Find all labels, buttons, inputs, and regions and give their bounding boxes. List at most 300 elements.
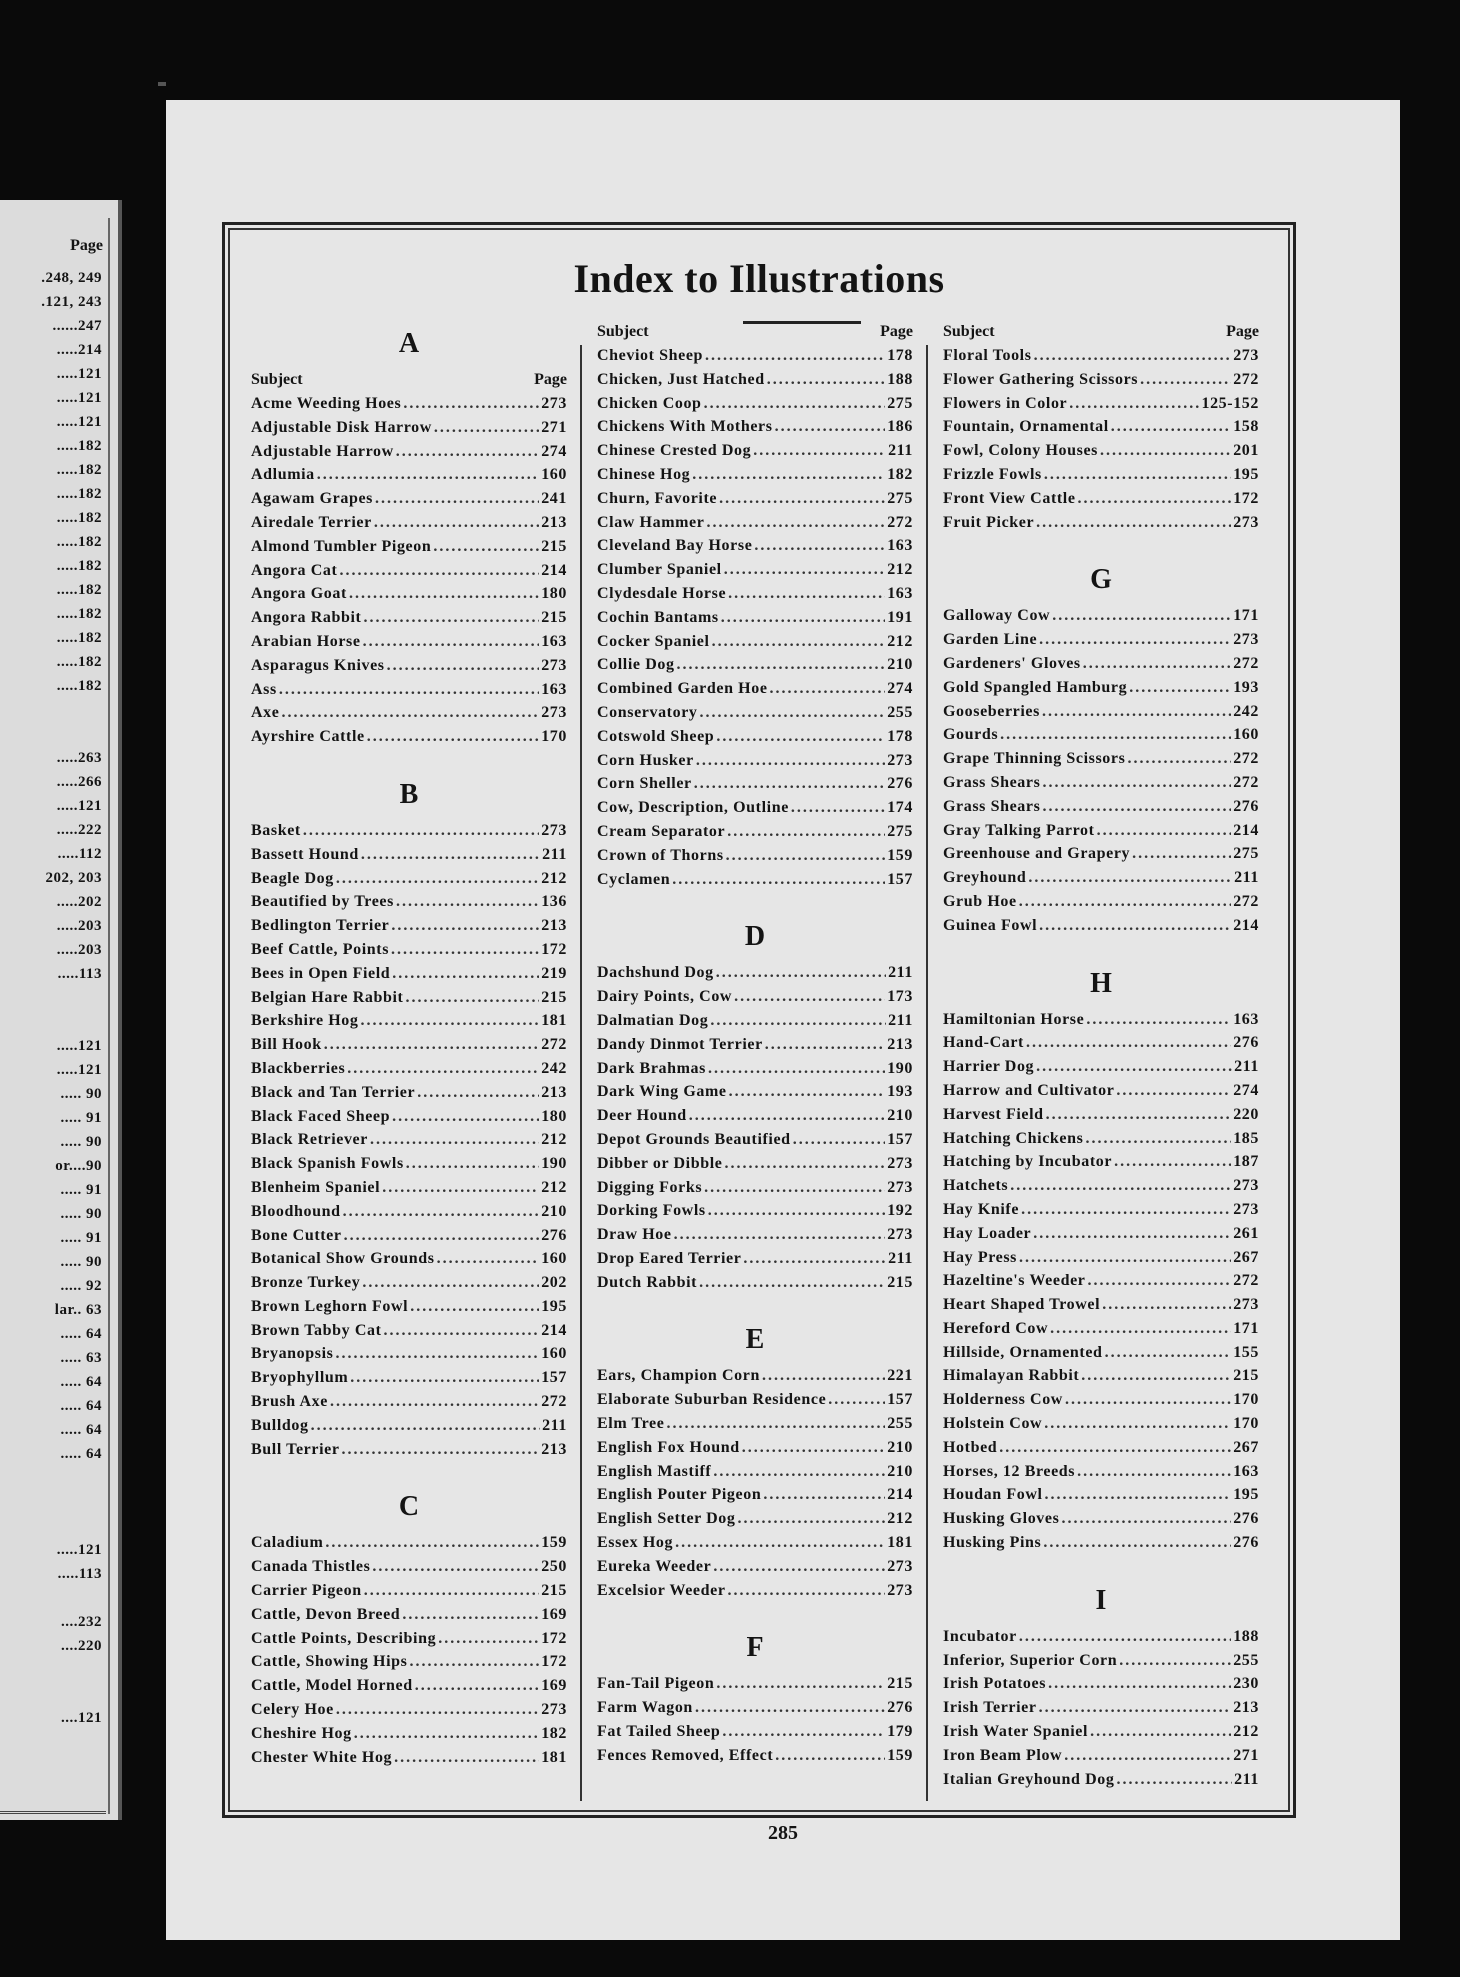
entry-page: 212 bbox=[887, 632, 913, 650]
leader-dots bbox=[437, 1247, 540, 1271]
facing-page-entry bbox=[41, 1494, 102, 1518]
entry-subject: Gray Talking Parrot bbox=[943, 821, 1095, 839]
facing-page-entry: ....121 bbox=[61, 1710, 102, 1726]
entry-page: 193 bbox=[887, 1083, 913, 1101]
entry-subject: Dark Brahmas bbox=[597, 1059, 706, 1077]
leader-dots bbox=[387, 654, 540, 678]
entry-subject: Bloodhound bbox=[251, 1202, 341, 1220]
index-entry bbox=[943, 1174, 1259, 1198]
section-letter: E bbox=[745, 1324, 765, 1356]
entry-subject: Hatching by Incubator bbox=[943, 1153, 1113, 1171]
leader-dots bbox=[677, 653, 886, 677]
index-entry bbox=[597, 1460, 913, 1484]
entry-subject: Grape Thinning Scissors bbox=[943, 750, 1126, 768]
leader-dots bbox=[767, 368, 885, 392]
entry-page: 272 bbox=[1233, 750, 1259, 768]
leader-dots bbox=[1042, 795, 1231, 819]
index-entry bbox=[251, 1176, 567, 1200]
facing-page-border bbox=[108, 218, 110, 1814]
entry-page: 180 bbox=[541, 1107, 567, 1125]
entry-subject: Churn, Favorite bbox=[597, 489, 718, 507]
leader-dots bbox=[1081, 1364, 1231, 1388]
index-entry bbox=[943, 487, 1259, 511]
facing-page-entry: ..... 92 bbox=[60, 1278, 102, 1294]
index-entry bbox=[251, 1342, 567, 1366]
facing-page-entry: .....113 bbox=[57, 1566, 102, 1582]
entry-page: 155 bbox=[1233, 1343, 1259, 1361]
leader-dots bbox=[672, 868, 885, 892]
facing-page-entry: ....232 bbox=[61, 1614, 102, 1630]
entry-page: 188 bbox=[887, 370, 913, 388]
entry-subject: Elm Tree bbox=[597, 1415, 665, 1433]
leader-dots bbox=[1026, 1031, 1231, 1055]
leader-dots bbox=[335, 1342, 539, 1366]
index-entry bbox=[251, 1319, 567, 1343]
facing-page-entry: 202, 203 bbox=[45, 870, 102, 886]
facing-page-entry: .....222 bbox=[56, 822, 102, 838]
leader-dots bbox=[1061, 1507, 1231, 1531]
entry-subject: Holstein Cow bbox=[943, 1415, 1043, 1433]
leader-dots bbox=[724, 1152, 885, 1176]
entry-page: 158 bbox=[1233, 418, 1259, 436]
entry-page: 195 bbox=[1233, 465, 1259, 483]
leader-dots bbox=[1045, 1483, 1232, 1507]
section-letter: C bbox=[398, 1491, 420, 1523]
entry-subject: Asparagus Knives bbox=[251, 656, 385, 674]
entry-subject: Brown Leghorn Fowl bbox=[251, 1297, 409, 1315]
leader-dots bbox=[372, 1555, 539, 1579]
leader-dots bbox=[721, 606, 885, 630]
entry-subject: Cow, Description, Outline bbox=[597, 799, 789, 817]
entry-page: 213 bbox=[541, 513, 567, 531]
leader-dots bbox=[303, 819, 539, 843]
index-entry bbox=[943, 1246, 1259, 1270]
leader-dots bbox=[1044, 463, 1231, 487]
leader-dots bbox=[405, 986, 539, 1010]
index-entry bbox=[251, 511, 567, 535]
entry-page: 195 bbox=[541, 1297, 567, 1315]
entry-page: 191 bbox=[887, 608, 913, 626]
entry-page: 157 bbox=[541, 1369, 567, 1387]
entry-subject: Ears, Champion Corn bbox=[597, 1367, 760, 1385]
section-gap bbox=[943, 1555, 1259, 1577]
leader-dots bbox=[716, 725, 885, 749]
column-header-page: Page bbox=[1226, 323, 1259, 340]
section-gap bbox=[597, 1602, 913, 1624]
leader-dots bbox=[713, 1555, 885, 1579]
facing-page-entry: ..... 64 bbox=[60, 1326, 102, 1342]
index-entry bbox=[597, 511, 913, 535]
index-entry bbox=[597, 1696, 913, 1720]
entry-subject: Harrow and Cultivator bbox=[943, 1081, 1115, 1099]
index-entry bbox=[943, 1460, 1259, 1484]
index-entry bbox=[943, 628, 1259, 652]
index-entry bbox=[597, 1720, 913, 1744]
index-entry bbox=[943, 1768, 1259, 1792]
entry-page: 213 bbox=[541, 1083, 567, 1101]
entry-page: 274 bbox=[541, 442, 567, 460]
index-entry bbox=[943, 463, 1259, 487]
index-entry bbox=[251, 1033, 567, 1057]
column-header-subject: Subject bbox=[251, 371, 303, 388]
entry-subject: Guinea Fowl bbox=[943, 916, 1038, 934]
leader-dots bbox=[344, 1224, 540, 1248]
entry-subject: Heart Shaped Trowel bbox=[943, 1296, 1101, 1314]
facing-page-entry: .....182 bbox=[56, 630, 102, 646]
leader-dots bbox=[713, 1460, 885, 1484]
entry-subject: Holderness Cow bbox=[943, 1391, 1063, 1409]
entry-subject: Depot Grounds Beautified bbox=[597, 1130, 791, 1148]
entry-subject: Adjustable Disk Harrow bbox=[251, 418, 432, 436]
index-entry bbox=[943, 842, 1259, 866]
index-entry bbox=[251, 1627, 567, 1651]
leader-dots bbox=[354, 1722, 540, 1746]
column-header-page: Page bbox=[880, 323, 913, 340]
facing-page-entry bbox=[41, 1518, 102, 1542]
facing-page-entry: .....182 bbox=[56, 510, 102, 526]
leader-dots bbox=[1078, 487, 1232, 511]
index-entry bbox=[943, 368, 1259, 392]
entry-page: 221 bbox=[887, 1367, 913, 1385]
leader-dots bbox=[1039, 1696, 1232, 1720]
entry-subject: Harvest Field bbox=[943, 1105, 1044, 1123]
leader-dots bbox=[382, 1176, 539, 1200]
entry-subject: Blenheim Spaniel bbox=[251, 1178, 381, 1196]
index-entry bbox=[943, 1341, 1259, 1365]
index-entry bbox=[943, 1412, 1259, 1436]
entry-subject: Black Spanish Fowls bbox=[251, 1155, 404, 1173]
entry-subject: Fountain, Ornamental bbox=[943, 418, 1109, 436]
index-entry bbox=[943, 344, 1259, 368]
entry-page: 211 bbox=[888, 1249, 913, 1267]
index-entry bbox=[943, 1388, 1259, 1412]
entry-page: 182 bbox=[541, 1724, 567, 1742]
entry-page: 163 bbox=[1233, 1462, 1259, 1480]
entry-page: 157 bbox=[887, 870, 913, 888]
entry-subject: Canada Thistles bbox=[251, 1558, 371, 1576]
index-entry bbox=[251, 440, 567, 464]
facing-page-entry: ....220 bbox=[61, 1638, 102, 1654]
index-entry bbox=[943, 439, 1259, 463]
column-divider bbox=[926, 345, 928, 1801]
facing-page-entry: ..... 64 bbox=[60, 1446, 102, 1462]
index-entry bbox=[597, 1483, 913, 1507]
facing-page-entry: .....182 bbox=[56, 462, 102, 478]
entry-page: 215 bbox=[1233, 1367, 1259, 1385]
entry-subject: Hay Loader bbox=[943, 1224, 1032, 1242]
leader-dots bbox=[1044, 1412, 1231, 1436]
index-entry bbox=[943, 676, 1259, 700]
leader-dots bbox=[394, 1746, 539, 1770]
index-entry bbox=[943, 1222, 1259, 1246]
facing-page-entry: .....182 bbox=[56, 534, 102, 550]
index-entry bbox=[597, 701, 913, 725]
entry-page: 210 bbox=[887, 1462, 913, 1480]
entry-page: 169 bbox=[541, 1605, 567, 1623]
leader-dots bbox=[1116, 1768, 1232, 1792]
entry-subject: Chinese Crested Dog bbox=[597, 442, 752, 460]
facing-page-entry: ......247 bbox=[52, 318, 102, 334]
entry-subject: English Fox Hound bbox=[597, 1438, 740, 1456]
entry-page: 273 bbox=[541, 821, 567, 839]
page-number: 285 bbox=[768, 1822, 798, 1844]
entry-page: 250 bbox=[541, 1558, 567, 1576]
entry-subject: Dorking Fowls bbox=[597, 1202, 706, 1220]
entry-subject: Adlumia bbox=[251, 466, 315, 484]
entry-page: 275 bbox=[1233, 845, 1259, 863]
facing-page-rule bbox=[0, 1811, 106, 1814]
facing-page-entry: ..... 63 bbox=[60, 1350, 102, 1366]
column-header bbox=[597, 320, 913, 344]
entry-subject: Irish Terrier bbox=[943, 1699, 1037, 1717]
entry-subject: Hillside, Ornamented bbox=[943, 1343, 1103, 1361]
entry-subject: Brown Tabby Cat bbox=[251, 1321, 382, 1339]
index-entry bbox=[251, 962, 567, 986]
index-entry bbox=[251, 938, 567, 962]
index-entry bbox=[943, 1317, 1259, 1341]
entry-subject: English Setter Dog bbox=[597, 1510, 736, 1528]
entry-subject: Husking Pins bbox=[943, 1534, 1042, 1552]
facing-page-list bbox=[41, 270, 102, 1734]
leader-dots bbox=[415, 1674, 539, 1698]
index-entry bbox=[597, 1507, 913, 1531]
entry-subject: Elaborate Suburban Residence bbox=[597, 1391, 827, 1409]
facing-page-entry: .248, 249 bbox=[41, 270, 102, 286]
index-entry bbox=[943, 1625, 1259, 1649]
facing-page-entry: ..... 64 bbox=[60, 1374, 102, 1390]
entry-page: 274 bbox=[1233, 1081, 1259, 1099]
entry-subject: Front View Cattle bbox=[943, 489, 1076, 507]
entry-page: 171 bbox=[1233, 607, 1259, 625]
entry-page: 179 bbox=[887, 1723, 913, 1741]
index-entry bbox=[251, 1438, 567, 1462]
index-entry bbox=[251, 867, 567, 891]
leader-dots bbox=[1019, 1246, 1231, 1270]
facing-page-entry: lar.. 63 bbox=[54, 1302, 102, 1318]
entry-page: 276 bbox=[1233, 797, 1259, 815]
entry-page: 272 bbox=[887, 513, 913, 531]
index-entry bbox=[251, 701, 567, 725]
entry-subject: Cyclamen bbox=[597, 870, 671, 888]
entry-subject: Himalayan Rabbit bbox=[943, 1367, 1080, 1385]
leader-dots bbox=[1105, 1341, 1232, 1365]
leader-dots bbox=[349, 582, 539, 606]
index-entry bbox=[943, 1293, 1259, 1317]
leader-dots bbox=[1132, 842, 1231, 866]
index-page bbox=[166, 100, 1400, 1940]
entry-subject: Grub Hoe bbox=[943, 892, 1017, 910]
entry-subject: Chickens With Mothers bbox=[597, 418, 773, 436]
entry-subject: Fowl, Colony Houses bbox=[943, 442, 1098, 460]
index-entry bbox=[251, 1698, 567, 1722]
section-gap bbox=[943, 534, 1259, 556]
facing-page-header: Page bbox=[70, 237, 103, 254]
entry-page: 171 bbox=[1233, 1319, 1259, 1337]
leader-dots bbox=[716, 1672, 885, 1696]
section-letter: H bbox=[1090, 967, 1112, 999]
entry-page: 178 bbox=[887, 347, 913, 364]
entry-page: 211 bbox=[1234, 1058, 1259, 1076]
leader-dots bbox=[1039, 914, 1231, 938]
facing-page-entry: ..... 64 bbox=[60, 1422, 102, 1438]
facing-page-entry: or....90 bbox=[55, 1158, 102, 1174]
index-entry bbox=[251, 1555, 567, 1579]
entry-page: 212 bbox=[541, 869, 567, 887]
entry-subject: Hazeltine's Weeder bbox=[943, 1272, 1086, 1290]
leader-dots bbox=[384, 1319, 540, 1343]
entry-page: 220 bbox=[1233, 1105, 1259, 1123]
entry-page: 157 bbox=[887, 1130, 913, 1148]
entry-subject: Dark Wing Game bbox=[597, 1083, 727, 1101]
entry-subject: Essex Hog bbox=[597, 1534, 674, 1552]
index-entry bbox=[943, 1055, 1259, 1079]
leader-dots bbox=[370, 1128, 539, 1152]
entry-subject: Black and Tan Terrier bbox=[251, 1083, 416, 1101]
entry-subject: Gold Spangled Hamburg bbox=[943, 678, 1128, 696]
entry-subject: Hatchets bbox=[943, 1177, 1009, 1195]
index-entry bbox=[597, 1080, 913, 1104]
entry-page: 273 bbox=[887, 1226, 913, 1244]
index-entry bbox=[251, 725, 567, 749]
entry-subject: Botanical Show Grounds bbox=[251, 1250, 435, 1268]
index-entry bbox=[597, 1744, 913, 1768]
entry-subject: Black Retriever bbox=[251, 1131, 368, 1149]
entry-subject: Flower Gathering Scissors bbox=[943, 370, 1139, 388]
entry-page: 192 bbox=[887, 1202, 913, 1220]
index-entry bbox=[943, 1079, 1259, 1103]
index-entry bbox=[597, 820, 913, 844]
entry-subject: Cattle, Devon Breed bbox=[251, 1605, 401, 1623]
index-entry bbox=[943, 604, 1259, 628]
leader-dots bbox=[1010, 1174, 1231, 1198]
index-entry bbox=[943, 1744, 1259, 1768]
index-entry bbox=[597, 1364, 913, 1388]
leader-dots bbox=[1090, 1720, 1231, 1744]
leader-dots bbox=[738, 1507, 886, 1531]
entry-subject: Dairy Points, Cow bbox=[597, 988, 733, 1006]
entry-page: 213 bbox=[541, 917, 567, 935]
section-letter: I bbox=[1095, 1584, 1107, 1616]
leader-dots bbox=[727, 820, 885, 844]
entry-page: 213 bbox=[887, 1035, 913, 1053]
leader-dots bbox=[1039, 628, 1231, 652]
entry-subject: Corn Sheller bbox=[597, 775, 692, 793]
leader-dots bbox=[391, 914, 539, 938]
index-entry bbox=[597, 1176, 913, 1200]
entry-page: 272 bbox=[541, 1036, 567, 1054]
entry-page: 276 bbox=[1233, 1510, 1259, 1528]
leader-dots bbox=[1042, 700, 1231, 724]
index-entry bbox=[597, 1057, 913, 1081]
index-entry bbox=[251, 1247, 567, 1271]
index-entry bbox=[251, 1009, 567, 1033]
leader-dots bbox=[336, 867, 539, 891]
entry-page: 273 bbox=[887, 1557, 913, 1575]
entry-page: 163 bbox=[541, 680, 567, 698]
entry-page: 273 bbox=[541, 656, 567, 674]
index-entry bbox=[597, 415, 913, 439]
entry-page: 276 bbox=[1233, 1034, 1259, 1052]
facing-page-entry: ..... 90 bbox=[60, 1254, 102, 1270]
entry-subject: Hatching Chickens bbox=[943, 1129, 1084, 1147]
index-entry bbox=[597, 1033, 913, 1057]
leader-dots bbox=[694, 772, 885, 796]
leader-dots bbox=[742, 1436, 885, 1460]
entry-page: 271 bbox=[541, 418, 567, 436]
leader-dots bbox=[343, 1200, 540, 1224]
entry-subject: Gardeners' Gloves bbox=[943, 654, 1081, 672]
facing-page-entry bbox=[41, 1470, 102, 1494]
index-entry bbox=[943, 1103, 1259, 1127]
index-entry bbox=[597, 1271, 913, 1295]
leader-dots bbox=[363, 630, 540, 654]
leader-dots bbox=[362, 1271, 539, 1295]
entry-subject: Arabian Horse bbox=[251, 632, 361, 650]
facing-page-entry: .....214 bbox=[56, 342, 102, 358]
leader-dots bbox=[1116, 1079, 1231, 1103]
entry-page: 186 bbox=[887, 418, 913, 436]
entry-subject: Agawam Grapes bbox=[251, 490, 374, 508]
index-entry bbox=[943, 1008, 1259, 1032]
entry-subject: Grass Shears bbox=[943, 797, 1041, 815]
entry-subject: Almond Tumbler Pigeon bbox=[251, 537, 432, 555]
entry-page: 210 bbox=[887, 1438, 913, 1456]
entry-page: 213 bbox=[1233, 1699, 1259, 1717]
leader-dots bbox=[417, 1081, 539, 1105]
index-entry bbox=[251, 914, 567, 938]
index-entry bbox=[943, 1269, 1259, 1293]
leader-dots bbox=[734, 985, 885, 1009]
leader-dots bbox=[350, 1366, 539, 1390]
leader-dots bbox=[361, 1009, 540, 1033]
leader-dots bbox=[1019, 890, 1231, 914]
entry-subject: Adjustable Harrow bbox=[251, 442, 394, 460]
facing-page-entry: .....121 bbox=[56, 390, 102, 406]
index-entry bbox=[597, 749, 913, 773]
index-entry bbox=[251, 606, 567, 630]
index-entry bbox=[251, 1531, 567, 1555]
entry-subject: Hay Press bbox=[943, 1248, 1017, 1266]
leader-dots bbox=[406, 1152, 539, 1176]
leader-dots bbox=[729, 1080, 886, 1104]
facing-page-entry bbox=[41, 1590, 102, 1614]
leader-dots bbox=[324, 1033, 539, 1057]
entry-subject: Fences Removed, Effect bbox=[597, 1746, 774, 1764]
leader-dots bbox=[674, 1223, 886, 1247]
entry-page: 272 bbox=[541, 1393, 567, 1411]
entry-subject: Corn Husker bbox=[597, 751, 694, 769]
index-entry bbox=[251, 416, 567, 440]
entry-page: 210 bbox=[887, 656, 913, 674]
index-entry bbox=[943, 723, 1259, 747]
entry-page: 212 bbox=[887, 1510, 913, 1528]
leader-dots bbox=[438, 1627, 539, 1651]
entry-subject: Ass bbox=[251, 680, 277, 698]
entry-page: 159 bbox=[887, 1746, 913, 1764]
entry-page: 215 bbox=[541, 537, 567, 555]
leader-dots bbox=[1083, 652, 1231, 676]
leader-dots bbox=[716, 961, 886, 985]
entry-page: 172 bbox=[541, 940, 567, 958]
index-entry bbox=[943, 1672, 1259, 1696]
entry-subject: Draw Hoe bbox=[597, 1226, 672, 1244]
entry-page: 180 bbox=[541, 585, 567, 603]
column-header-subject: Subject bbox=[943, 323, 995, 340]
entry-page: 255 bbox=[1233, 1651, 1259, 1669]
facing-page-entry: .....263 bbox=[56, 750, 102, 766]
index-entry bbox=[597, 487, 913, 511]
leader-dots bbox=[722, 1720, 885, 1744]
